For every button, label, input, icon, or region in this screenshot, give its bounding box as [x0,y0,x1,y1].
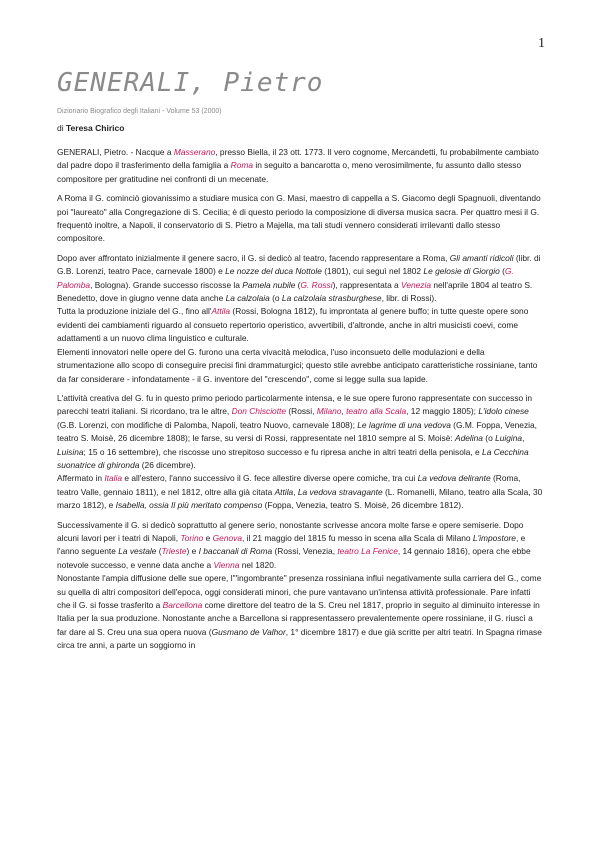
paragraph [57,146,544,186]
text-run: ; 15 o 16 settembre), che riscosse uno strepitoso successo e fu ripresa anche in altri teatri della penisola, e [83,446,483,457]
text-run: nell'aprile 1804 al teatro S. Benedetto, dove in giugno venne data anche [57,279,533,304]
text-run: Affermato in [57,473,105,484]
text-link[interactable]: Barcellona [162,600,203,610]
italic-title: La vestale [118,546,157,557]
text-run: (G.B. Lorenzi, con modifiche di Palomba, Napoli, teatro Nuovo, carnevale 1808); [57,419,358,430]
text-run: ( [499,266,505,277]
source-line: Dizionario Biografico degli Italiani - Volume 53 (2000) [57,108,222,115]
paragraph [57,472,544,512]
text-run: L'attività creativa del G. fu in questo primo periodo particolarmente intensa, e le sue opere furono rappresentate con successo in parecchi teatri italiani. Si ricordano, tra le altre, [57,392,533,417]
text-run: Elementi innovatori nelle opere del G. furono una certa vivacità melodica, l'uso inconsueto delle modulazioni e della strumentazione allo scopo di conseguire precisi fini drammaturgici; questo stile avrebbe anticipato caratteristiche rossiniane, tanto da far considerare - infondatamente - il G. inventore del "crescendo", come si legge sulla sua lapide. [57,346,538,384]
italic-title: Adelina [455,433,483,444]
italic-title: La vedova delirante [417,473,491,484]
italic-title: La calzolaia strasburghese [281,293,382,304]
text-run: , [341,406,347,417]
italic-title: Pamela nubile [242,279,296,290]
text-link[interactable]: teatro alla Scala [346,406,407,417]
text-link[interactable]: Don Chisciotte [231,406,287,417]
italic-title: Gusmano de Valhor [211,626,286,637]
paragraph [57,252,544,306]
text-run: (Rossi, Bologna 1812), fu improntata al genere buffo; in tutte queste opere sono evidenti dei cambiamenti riguardo al consueto repertorio operistico, avvertibili, d'altronde, anche in altri musicisti coevi, come adattamenti a un nuovo clima linguistico e culturale. [57,306,529,344]
italic-title: Le gelosie di Giorgio [423,266,500,277]
italic-title: La Cecchina suonatrice di ghironda [57,446,529,470]
text-link[interactable]: teatro La Fenice [337,546,398,557]
italic-title: Attila [274,486,294,497]
text-run: nel 1820. [239,559,277,570]
page-number: 1 [538,36,545,51]
text-run: (Foppa, Venezia, teatro S. Moisè, 26 dicembre 1812). [262,500,464,511]
text-link[interactable]: Roma [230,160,253,171]
text-link[interactable]: Genova [212,532,242,543]
text-run: (Roma, teatro Valle, gennaio 1811), e nel 1812, oltre alla già citata [57,473,521,497]
text-run: , libr. di Rossi). [381,293,437,304]
text-run: , e l'anno seguente [57,532,526,557]
text-link[interactable]: Masserano [173,147,216,157]
italic-title: Gli amanti ridicoli [449,252,514,263]
italic-title: La calzolaia [225,293,270,304]
text-run: , presso Biella, il 23 ott. 1773. Il vero cognome, Mercandetti, fu probabilmente cambiato dal padre dopo il trasferimento della famiglia a [57,147,539,171]
article-title: GENERALI, Pietro [57,68,324,98]
text-run: ( [156,546,162,557]
text-link[interactable]: Trieste [161,546,187,557]
text-link[interactable]: Attila [211,306,231,317]
text-run: e [203,532,213,543]
italic-title: La vedova stravagante [297,486,383,497]
paragraph [57,192,544,246]
text-link[interactable]: Venezia [401,279,432,290]
text-run: (o [269,293,282,304]
italic-title: L'impostore [472,532,516,543]
text-run: (o [482,433,496,444]
italic-title: Luigina [495,433,523,444]
text-run: e all'estero, l'anno successivo il G. fece allestire diverse opere comiche, tra cui [122,473,418,484]
text-run: ) e [186,546,199,557]
text-run: ), rappresentata a [332,279,402,290]
text-run: in seguito a bancarotta o, meno verosimilmente, fu assunto dallo stesso compositore per gratitudine nei confronti di un mecenate. [57,160,522,184]
text-link[interactable]: Vienna [213,559,240,570]
text-run: (libr. di G.B. Lorenzi, teatro Pace, carnevale 1800) e [57,252,541,277]
text-link[interactable]: Italia [104,473,123,484]
text-run: , [522,433,525,444]
text-run: (L. Romanelli, Milano, teatro alla Scala, 30 marzo 1812), e [57,486,543,511]
text-run: , Bologna). Grande successo riscosse la [90,279,243,290]
article-body [57,146,544,653]
text-run: , [293,486,298,497]
text-run: (G.M. Foppa, Venezia, teatro S. Moisè, 26 dicembre 1808); le farse, su versi di Rossi, rappresentate nel 1810 sempre al S. Moisè: [57,419,537,444]
text-run: , 1° dicembre 1817) e due già scritte per altri teatri. In Spagna rimase circa tre anni, a parte un soggiorno in [57,626,542,651]
text-run: (Rossi, Venezia, [272,546,338,557]
text-run: (26 dicembre). [139,459,196,470]
italic-title: Le lagrime di una vedova [357,419,451,430]
italic-title: Le nozze del duca Nottole [225,266,322,277]
text-run: Dopo aver affrontato inizialmente il genere sacro, il G. si dedicò al teatro, facendo rappresentare a Roma, [57,252,450,263]
text-run: come direttore del teatro de la S. Creu nel 1817, proprio in seguito al diminuito interesse in Italia per la sua produzione. Nonostante anche a Barcellona si rappresentassero prevalentemente opere rossiniane, il G. riuscì a far dare al S. Creu una sua opera nuova ( [57,600,540,637]
text-run: (Rossi, [286,406,317,417]
italic-title: I baccanali di Roma [198,546,273,557]
text-run: Nonostante l'ampia diffusione delle sue opere, l'"ingombrante" presenza rossiniana influì negativamente sulla carriera del G., come su quella di altri compositori dell'epoca, oggi considerati minori, che pure vantavano un'intensa attività professionale. Pare infatti che il G. si fosse trasferito a [57,573,542,610]
text-run: , 14 gennaio 1816), opera che ebbe notevole successo, e venne data anche a [57,546,531,570]
author-name: Teresa Chirico [65,123,125,133]
text-run: A Roma il G. cominciò giovanissimo a studiare musica con G. Masi, maestro di cappella a S. Giacomo degli Spagnuoli, diventando poi "laureato" alla Congregazione di S. Cecilia; è di questo periodo la composizione di diversa musica sacra. Per quattro mesi il G. frequentò inoltre, a Napoli, il conservatorio di S. Pietro a Majella, ma tali studi vennero considerati irrilevanti dallo stesso compositore. [57,193,541,244]
paragraph [57,346,544,386]
paragraph [57,305,544,345]
paragraph [57,572,544,652]
text-run: Successivamente il G. si dedicò soprattutto al genere serio, nonostante scrivesse ancora molte farse e opere semiserie. Dopo alcuni lavori per i teatri di Napoli, [57,519,524,543]
italic-title: Isabella, ossia Il più meritato compenso [115,500,263,511]
italic-title: Luisina [57,446,84,457]
text-link[interactable]: G. Palomba [57,266,514,290]
author-prefix: di [57,123,66,133]
text-run: , il 21 maggio del 1815 fu messo in scena alla Scala di Milano [241,532,473,543]
text-link[interactable]: Torino [180,532,204,543]
text-run: , 12 maggio 1805); [406,406,479,417]
italic-title: L'idolo cinese [478,406,529,417]
author-line [57,123,124,133]
text-run: ( [295,279,301,290]
text-run: GENERALI, Pietro. - Nacque a [57,147,174,157]
paragraph [57,519,544,573]
text-run: (1801), cui seguì nel 1802 [321,266,424,277]
text-run: Tutta la produzione iniziale del G., fino all' [57,306,212,317]
text-link[interactable]: Milano [316,406,342,417]
paragraph [57,392,544,472]
text-link[interactable]: G. Rossi [300,279,333,290]
